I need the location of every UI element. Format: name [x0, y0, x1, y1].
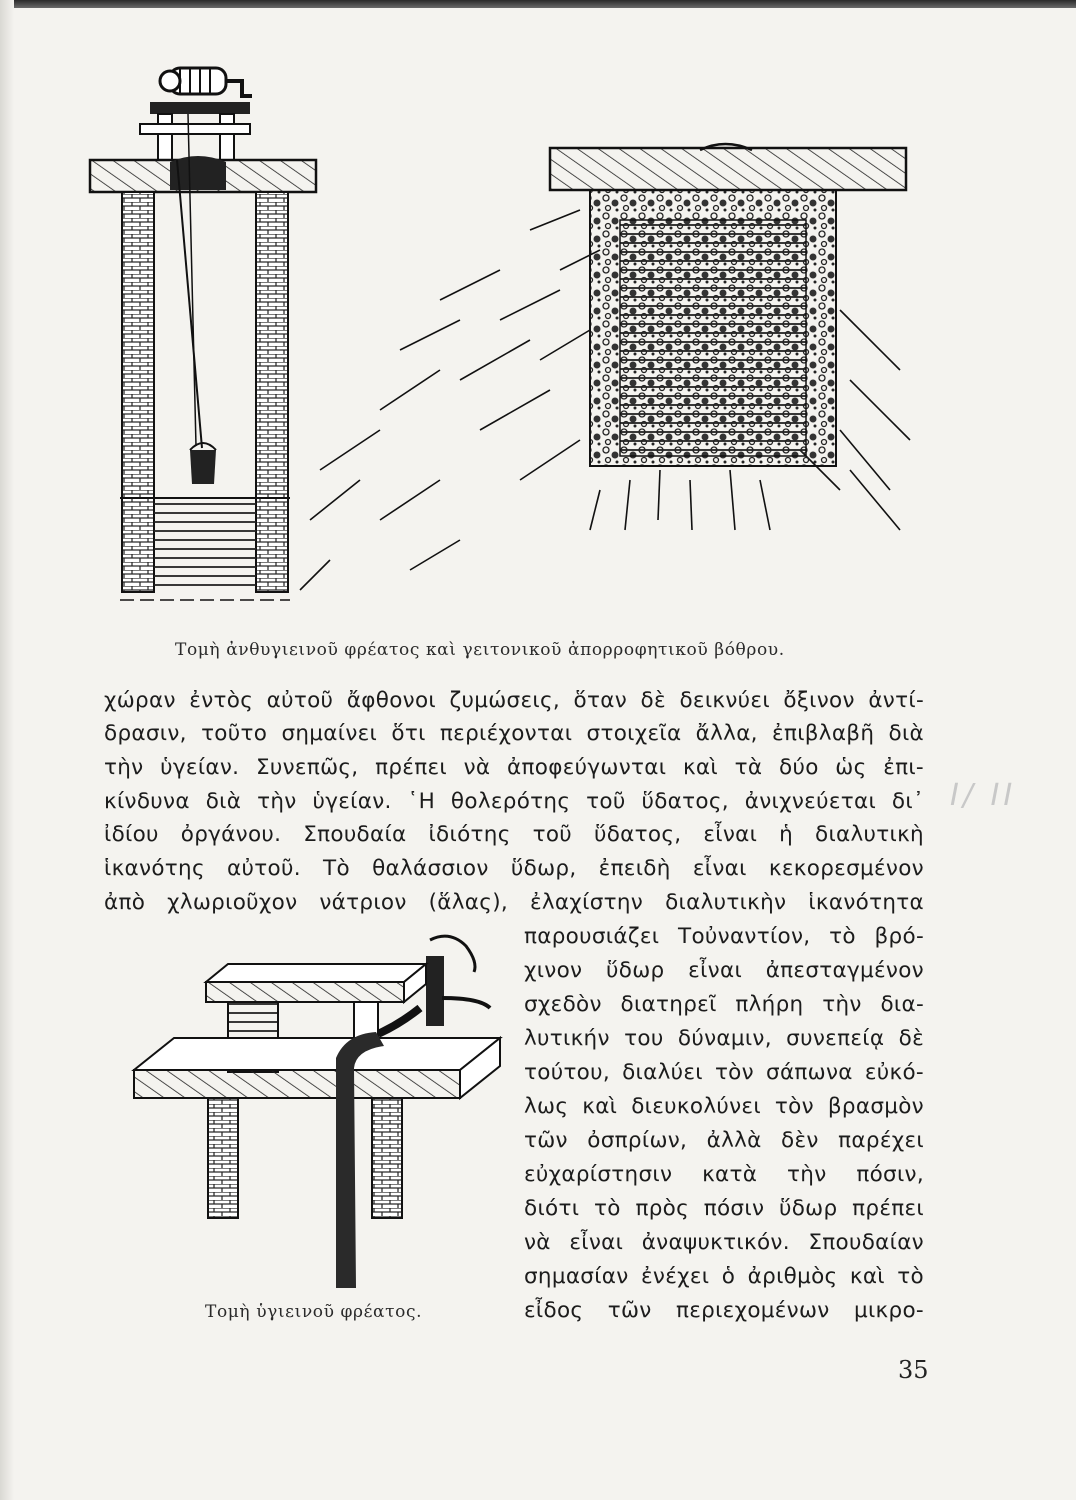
- text-line: λως καὶ διευκολύνει τὸν βρασμὸν: [524, 1094, 924, 1119]
- lower-slab: [134, 1038, 500, 1070]
- well-wall-left: [122, 192, 154, 592]
- text-line: λυτικήν του δύναμιν, συνεπείᾳ δὲ: [524, 1026, 924, 1051]
- page-number: 35: [898, 1356, 929, 1384]
- scan-shadow: [0, 0, 14, 1500]
- hygienic-well-illustration: [130, 928, 510, 1300]
- text-line: τούτου, διαλύει τὸν σάπωνα εὐκό-: [524, 1060, 924, 1085]
- windlass: [140, 68, 252, 160]
- text-line: παρουσιάζει Τοὐναντίον, τὸ βρό-: [524, 924, 924, 949]
- cesspit-slab: [550, 148, 906, 190]
- text-line: δρασιν, τοῦτο σημαίνει ὅτι περιέχονται στοιχεῖα ἄλλα, ἐπιβλαβῆ διὰ: [104, 721, 924, 746]
- well-water: [154, 498, 256, 592]
- text-line: ἱκανότης αὐτοῦ. Τὸ θαλάσσιον ὕδωρ, ἐπειδὴ εἶναι κεκορεσμένον: [104, 856, 924, 881]
- bottom-figure-caption: Τομὴ ὑγιεινοῦ φρέατος.: [205, 1302, 423, 1322]
- text-line: σημασίαν ἐνέχει ὁ ἀριθμὸς καὶ τὸ: [524, 1264, 924, 1289]
- text-line: ἰδίου ὀργάνου. Σπουδαία ἰδιότης τοῦ ὕδατος, εἶναι ἡ διαλυτικὴ: [104, 822, 924, 847]
- well-wall-right: [372, 1098, 402, 1218]
- text-line: σχεδὸν διατηρεῖ πλήρη τὴν δια-: [524, 992, 924, 1017]
- margin-pencil-mark: I/ II: [950, 778, 1017, 813]
- text-line: τὴν ὑγείαν. Συνεπῶς, πρέπει νὰ ἀποφεύγωνται καὶ τὰ δύο ὡς ἐπι-: [104, 755, 924, 780]
- unhygienic-well-illustration: [80, 50, 940, 620]
- text-line: νὰ εἶναι ἀναψυκτικόν. Σπουδαίαν: [524, 1230, 924, 1255]
- top-figure-caption: Τομὴ ἀνθυγιεινοῦ φρέατος καὶ γειτονικοῦ ἀπορροφητικοῦ βόθρου.: [175, 640, 785, 660]
- well-wall-left: [208, 1098, 238, 1218]
- upper-slab: [206, 964, 426, 982]
- text-line: ἀπὸ χλωριοῦχον νάτριον (ἅλας), ἐλαχίστην διαλυτικὴν ἱκανότητα: [104, 890, 924, 915]
- text-line: εἶδος τῶν περιεχομένων μικρο-: [524, 1298, 924, 1323]
- cesspit-contents: [620, 220, 806, 456]
- scan-edge: [0, 0, 1076, 8]
- text-line: χινον ὕδωρ εἶναι ἀπεσταγμένον: [524, 958, 924, 983]
- text-line: χώραν ἐντὸς αὐτοῦ ἄφθονοι ζυμώσεις, ὅταν δὲ δεικνύει ὄξινον ἀντί-: [104, 688, 924, 713]
- text-line: εὐχαρίστησιν κατὰ τὴν πόσιν,: [524, 1162, 924, 1187]
- bucket: [190, 450, 216, 484]
- well-wall-right: [256, 192, 288, 592]
- text-line: κίνδυνα διὰ τὴν ὑγείαν. ῾Η θολερότης τοῦ ὕδατος, ἀνιχνεύεται δι᾽: [104, 789, 924, 814]
- text-line: τῶν ὀσπρίων, ἀλλὰ δὲν παρέχει: [524, 1128, 924, 1153]
- text-line: διότι τὸ πρὸς πόσιν ὕδωρ πρέπει: [524, 1196, 924, 1221]
